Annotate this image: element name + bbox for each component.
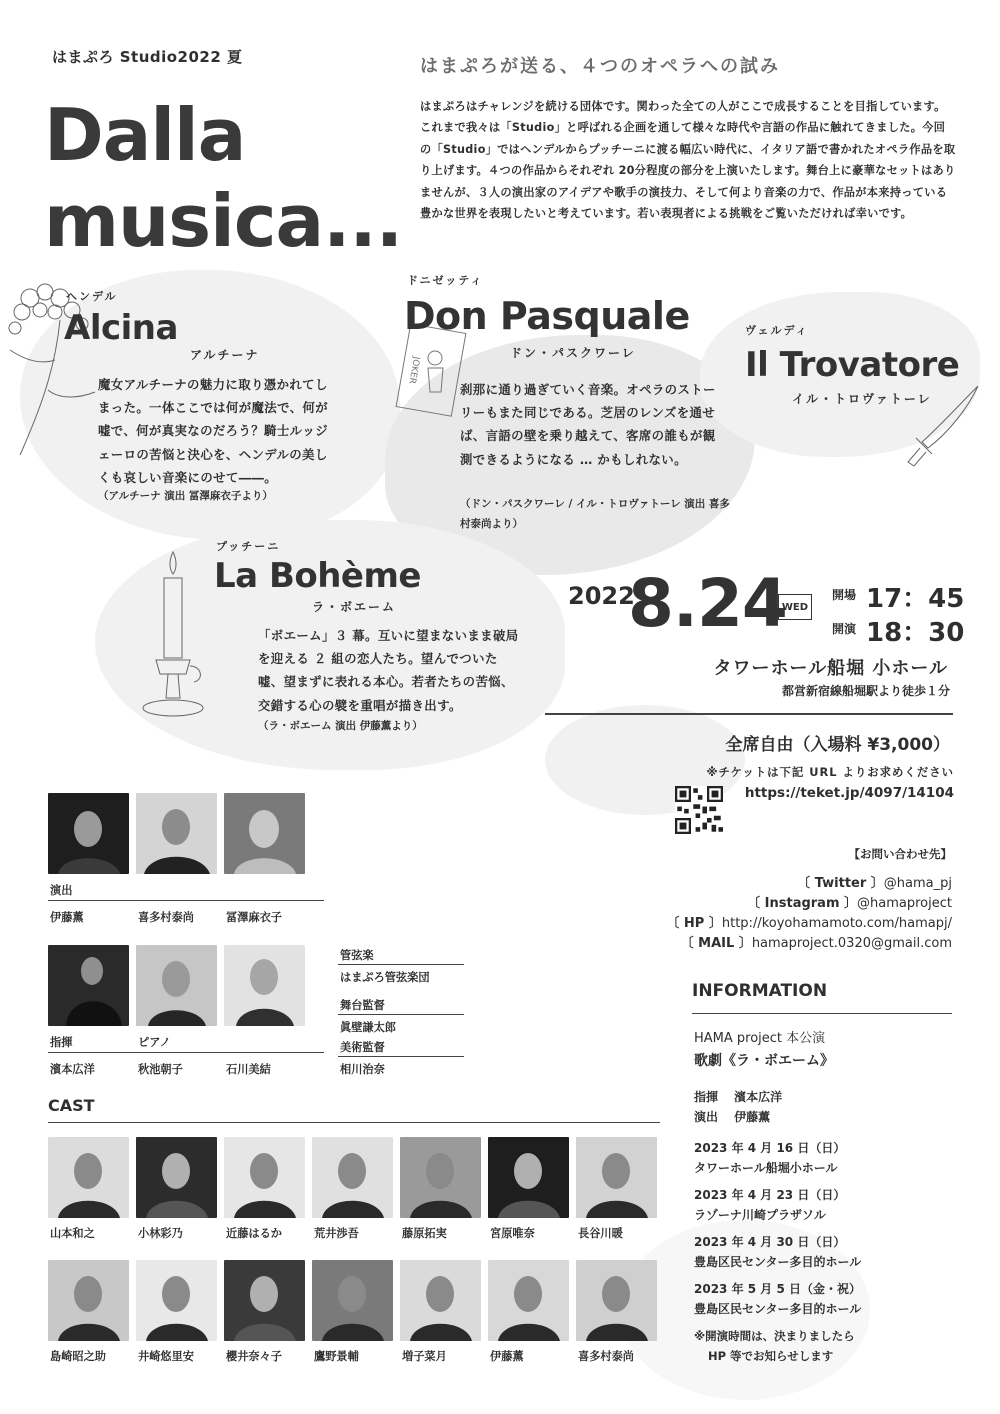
contact-label: 〔 Instagram 〕 — [747, 896, 858, 911]
svg-text:JOKER: JOKER — [406, 355, 421, 385]
alcina-credit: （アルチーナ 演出 冨澤麻衣子より） — [98, 490, 273, 502]
cast-portrait-photo — [400, 1137, 481, 1218]
portrait-photo — [48, 945, 129, 1026]
trovatore-composer: ヴェルディ — [745, 324, 809, 337]
stage-manager-label: 舞台監督 — [340, 999, 385, 1012]
ticket-note: ※チケットは下記 URL よりお求めください — [706, 765, 954, 779]
info-line-1: HAMA project 本公演 — [694, 1031, 826, 1046]
alcina-description: 魔女アルチーナの魅力に取り憑かれてしまった。一体ここでは何が魔法で、何が嘘で、何が真実なのだろう？騎士ルッジェーロの苦悩と決心を、ヘンデルの美しくも哀しい音楽にのせて――。 — [98, 377, 328, 485]
art-director-label: 美術監督 — [340, 1041, 385, 1054]
portrait-photo — [136, 793, 217, 874]
cast-portrait-photo — [312, 1260, 393, 1341]
cast-name: 井崎悠里安 — [138, 1350, 194, 1363]
pasquale-title: Don Pasquale — [404, 294, 690, 338]
staff-name: 伊藤薫 — [50, 911, 84, 924]
cast-name: 藤原拓実 — [402, 1227, 447, 1240]
cast-portrait-photo — [224, 1137, 305, 1218]
alcina-title: Alcina — [64, 308, 178, 348]
contact-label: 〔 Twitter 〕 — [797, 876, 884, 891]
contact-value: hamaproject.0320@gmail.com — [751, 936, 952, 951]
event-year: 2022 — [568, 582, 635, 610]
cast-name: 増子菜月 — [402, 1350, 447, 1363]
portrait-photo — [48, 793, 129, 874]
cast-name: 小林彩乃 — [138, 1227, 183, 1240]
info-conductor: 指揮 濱本広洋 — [694, 1090, 783, 1104]
staff-name: 石川美結 — [226, 1063, 271, 1076]
staff-name: 濱本広洋 — [50, 1063, 95, 1076]
dagger-illustration — [898, 378, 988, 473]
cast-name: 伊藤薫 — [490, 1350, 524, 1363]
cast-portrait-photo — [488, 1260, 569, 1341]
contact-value: @hama_pj — [883, 876, 952, 891]
cast-portrait-photo — [576, 1137, 657, 1218]
info-line-2: 歌劇《ラ・ボエーム》 — [694, 1053, 834, 1069]
candle-illustration — [138, 548, 208, 728]
cast-name: 荒井渉吾 — [314, 1227, 359, 1240]
orchestra-label: 管弦楽 — [340, 949, 374, 962]
page-title — [44, 92, 402, 264]
perf-date-4: 2023 年 5 月 5 日（金・祝） — [694, 1282, 861, 1296]
perf-venue-1: タワーホール船堀小ホール — [694, 1161, 838, 1175]
contact-hp[interactable] — [666, 912, 952, 931]
portrait-photo — [224, 793, 305, 874]
cast-name: 鷹野景輔 — [314, 1350, 359, 1363]
contact-value: http://koyohamamoto.com/hamapj/ — [721, 916, 952, 931]
headline: はまぷろが送る、４つのオペラへの試み — [420, 56, 780, 77]
contact-instagram[interactable] — [747, 892, 952, 911]
cast-heading: CAST — [48, 1096, 95, 1115]
trovatore-title: Il Trovatore — [745, 345, 960, 385]
orchestra-name: はまぷろ管弦楽団 — [340, 971, 430, 984]
divider — [338, 1056, 464, 1057]
title-line-2: musica... — [44, 179, 403, 263]
contact-twitter[interactable] — [797, 872, 952, 891]
event-date: 8.24 — [628, 565, 787, 642]
perf-date-2: 2023 年 4 月 23 日（日） — [694, 1188, 846, 1202]
cast-portrait-photo — [312, 1137, 393, 1218]
divider — [48, 1122, 660, 1123]
cast-portrait-photo — [576, 1260, 657, 1341]
divider — [48, 900, 324, 901]
pasquale-credit: （ドン・パスクワーレ / イル・トロヴァトーレ 演出 喜多村泰尚より） — [460, 498, 730, 530]
cast-portrait-photo — [136, 1260, 217, 1341]
boheme-description: 「ボエーム」３ 幕。互いに望まないまま破局を迎える ２ 組の恋人たち。望んでついた 嘘、望まずに表れる本心。若者たちの苦悩、交錯する心の襞を重唱が描き出す。 — [258, 628, 519, 713]
intro-text: はまぷろはチャレンジを続ける団体です。関わった全ての人がここで成長することを目指しています。これまで我々は「Studio」と呼ばれる企画を通して様々な時代や言語の作品に触れてきました。今回の「Studio」ではヘンデルからプッチーニに渡る幅広い時代に、イタリア語で書かれたオペラ作品を取り上げます。４つの作品からそれぞれ 20分程度の部分を上演いたします。舞台上に豪華なセットはありませんが、３人の演出家のアイデアや歌手の演技力、そして何より音楽の力で、作品が本来持っている豊かな世界を表現したいと考えています。若い表現者による挑戦をご覧いただければ幸いです。 — [420, 100, 956, 221]
open-time: 17：45 — [866, 584, 965, 614]
staff-name: 秋池朝子 — [138, 1063, 183, 1076]
info-note-1: ※開演時間は、決まりましたら — [694, 1329, 855, 1343]
divider — [338, 1014, 464, 1015]
ticket-url-link[interactable]: https://teket.jp/4097/14104 — [744, 785, 954, 801]
contact-heading: 【お問い合わせ先】 — [848, 847, 952, 861]
boheme-title-jp: ラ・ボエーム — [312, 600, 397, 614]
perf-venue-2: ラゾーナ川崎プラザソル — [694, 1208, 826, 1222]
alcina-composer: ヘンデル — [66, 290, 118, 303]
event-weekday: WED — [778, 594, 812, 620]
boheme-composer: プッチーニ — [216, 540, 281, 553]
contact-label: 〔 MAIL 〕 — [680, 936, 752, 951]
cast-name: 近藤はるか — [226, 1227, 282, 1240]
conductor-role-label: 指揮 — [50, 1036, 73, 1049]
trovatore-title-jp: イル・トロヴァトーレ — [792, 392, 932, 406]
cast-name: 宮原唯奈 — [490, 1227, 535, 1240]
contact-value: @hamaproject — [857, 896, 952, 911]
pasquale-description: 刹那に通り過ぎていく音楽。オペラのストーリーもまた同じである。芝居のレンズを通せば、言語の壁を乗り越えて、客席の誰もが観測できるようになる … かもしれない。 — [460, 382, 716, 467]
contact-mail[interactable] — [681, 932, 952, 951]
divider — [48, 1052, 324, 1053]
alcina-title-jp: アルチーナ — [190, 348, 260, 362]
cast-name: 喜多村泰尚 — [578, 1350, 634, 1363]
start-label: 開演 — [832, 622, 857, 636]
seating-price: 全席自由（入場料 ¥3,000） — [725, 735, 950, 755]
cast-portrait-photo — [48, 1260, 129, 1341]
cast-portrait-photo — [224, 1260, 305, 1341]
perf-venue-3: 豊島区民センター多目的ホール — [694, 1255, 862, 1269]
open-label: 開場 — [832, 588, 857, 602]
art-director-name: 相川治奈 — [340, 1063, 385, 1076]
staff-name: 喜多村泰尚 — [138, 911, 194, 924]
cast-portrait-photo — [136, 1137, 217, 1218]
piano-role-label: ピアノ — [138, 1036, 171, 1049]
divider — [545, 713, 953, 715]
info-director: 演出 伊藤薫 — [694, 1110, 771, 1124]
info-note-2: HP 等でお知らせします — [708, 1349, 834, 1363]
venue: タワーホール船堀 小ホール — [713, 658, 948, 679]
staff-name: 冨澤麻衣子 — [226, 911, 282, 924]
cast-name: 櫻井奈々子 — [226, 1350, 282, 1363]
divider — [338, 964, 464, 965]
stage-manager-name: 眞壁謙太郎 — [340, 1021, 396, 1034]
series-label: はまぷろ Studio2022 夏 — [52, 48, 243, 66]
qr-code[interactable] — [675, 786, 723, 834]
cast-name: 島崎昭之助 — [50, 1350, 106, 1363]
pasquale-composer: ドニゼッティ — [407, 274, 484, 287]
portrait-photo — [224, 945, 305, 1026]
perf-date-1: 2023 年 4 月 16 日（日） — [694, 1141, 846, 1155]
contact-label: 〔 HP 〕 — [666, 916, 722, 931]
boheme-credit: （ラ・ボエーム 演出 伊藤薫より） — [258, 720, 423, 732]
cast-portrait-photo — [488, 1137, 569, 1218]
divider — [692, 1013, 952, 1014]
cast-name: 山本和之 — [50, 1227, 95, 1240]
venue-access: 都営新宿線船堀駅より徒歩１分 — [781, 684, 950, 698]
title-line-1: Dalla — [44, 93, 246, 177]
perf-date-3: 2023 年 4 月 30 日（日） — [694, 1235, 846, 1249]
start-time: 18：30 — [866, 618, 965, 648]
information-heading: INFORMATION — [692, 981, 828, 1001]
portrait-photo — [136, 945, 217, 1026]
perf-venue-4: 豊島区民センター多目的ホール — [694, 1302, 862, 1316]
boheme-title: La Bohème — [214, 556, 421, 596]
cast-portrait-photo — [48, 1137, 129, 1218]
cast-name: 長谷川暖 — [578, 1227, 623, 1240]
pasquale-title-jp: ドン・パスクワーレ — [510, 346, 636, 360]
director-role-label: 演出 — [50, 884, 73, 897]
cast-portrait-photo — [400, 1260, 481, 1341]
